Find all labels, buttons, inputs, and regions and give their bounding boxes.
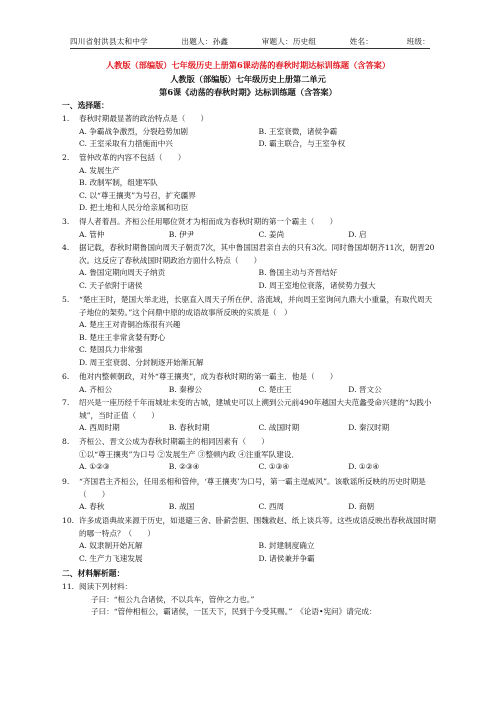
question-number: 7. bbox=[62, 398, 70, 407]
option-b: B. 改制军制，组建军队 bbox=[79, 178, 158, 188]
material-paragraph-1: 子曰：“桓公九合诸侯，不以兵车，管仲之力也。” bbox=[91, 594, 255, 604]
option-list bbox=[79, 126, 438, 151]
option-d: D. 把土地和人民分给亲属和功臣 bbox=[79, 203, 189, 213]
option-b: B. 战国 bbox=[168, 502, 195, 512]
option-a: A. 楚庄王对青铜冶炼很有兴趣 bbox=[79, 320, 181, 330]
question-number: 2. bbox=[62, 153, 70, 162]
document-subtitle-lesson: 第6课《动荡的春秋时期》达标训练题（含答案） bbox=[159, 87, 337, 97]
option-a: A. 争霸战争激烈，分裂趋势加剧 bbox=[79, 126, 189, 136]
option-c: C. 战国时期 bbox=[258, 423, 300, 433]
option-a: A. 奴隶制开始瓦解 bbox=[79, 541, 143, 551]
option-a: A. 鲁国定期向周天子纳贡 bbox=[79, 268, 166, 278]
question-stem: 齐桓公、晋文公成为春秋时期霸主的相同因素有（ ） bbox=[79, 437, 269, 446]
question-stem: 许多成语典故来源于历史，如退避三舍、卧薪尝胆、围魏救赵、纸上谈兵等。这些成语反映出春秋战国时期的哪一特点？（ ） bbox=[79, 516, 436, 538]
option-c: C. 姜尚 bbox=[258, 229, 285, 239]
question-number: 8. bbox=[62, 437, 70, 446]
option-a: A. 西周时期 bbox=[79, 423, 120, 433]
material-paragraph-2: 子曰：“管仲相桓公，霸诸侯，一匡天下，民到于今受其赐。” 《论语•宪问》请完成： bbox=[91, 607, 377, 617]
question-stem: “齐国君主齐桓公，任用丞相和管仲，‘尊王攘夷’为口号，第一霸主逞威风”。该歌谣所反映的历史时期是（ ） bbox=[79, 477, 426, 499]
option-d: D. 启 bbox=[348, 229, 367, 239]
question-number: 11. bbox=[62, 582, 75, 591]
question-2 bbox=[62, 152, 438, 215]
document-subtitle-unit: 人教版（部编版）七年级历史上册第二单元 bbox=[170, 74, 326, 84]
option-b: B. ②③④ bbox=[168, 462, 200, 472]
question-10 bbox=[62, 515, 438, 565]
question-stem: 他对内整顿朝政，对外“尊王攘夷”，成为春秋时期的第一霸主．他是（ ） bbox=[79, 372, 338, 381]
question-stem: 阅读下列材料： bbox=[79, 582, 133, 591]
option-d: D. 秦汉时期 bbox=[348, 423, 390, 433]
option-list bbox=[79, 422, 438, 435]
option-c: C. 王室采取有力措施而中兴 bbox=[79, 139, 173, 149]
header-class: 班级： bbox=[406, 37, 430, 46]
question-3 bbox=[62, 216, 438, 241]
question-6 bbox=[62, 371, 438, 396]
option-b: B. 鲁国主动与齐晋结好 bbox=[258, 268, 338, 278]
option-b: B. 王室衰微，诸侯争霸 bbox=[258, 126, 338, 136]
option-d: D. 晋文公 bbox=[348, 384, 382, 394]
question-8 bbox=[62, 436, 438, 474]
option-d: D. 诸侯兼并争霸 bbox=[258, 553, 315, 563]
option-d: D. ①②④ bbox=[348, 462, 380, 472]
question-9 bbox=[62, 476, 438, 514]
option-a: A. ①②③ bbox=[79, 462, 110, 472]
question-stem: “楚庄王时，楚国大举北进，长驱直入周天子所在伊、洛流域，并向周王室询问九鼎大小重量，有取代周天子地位的架势。”这个问鼎中原的成语故事所反映的实质是（ ） bbox=[79, 295, 433, 317]
question-number: 1. bbox=[62, 114, 70, 123]
option-list bbox=[79, 165, 438, 215]
question-stem: 得人者着昌。齐桓公任用哪位贤才为相而成为春秋时期的第一个霸主（ ） bbox=[79, 217, 338, 226]
question-1 bbox=[62, 113, 438, 151]
question-11 bbox=[62, 581, 438, 619]
option-list bbox=[79, 267, 438, 292]
option-a: A. 齐桓公 bbox=[79, 384, 113, 394]
option-c: C. ①③④ bbox=[258, 462, 290, 472]
option-b: B. 封建制度确立 bbox=[258, 541, 315, 551]
question-stem: 春秋时期最显著的政治特点是（ ） bbox=[79, 114, 209, 123]
question-stem: 绍兴是一座历经千年而城址未变的古城，建城史可以上溯到公元前490年越国大夫范蠡受命兴建的“勾践小城”，当时正值（ ） bbox=[79, 398, 432, 420]
option-d: D. 周王室衰弱、分封制逐开始渐瓦解 bbox=[79, 357, 204, 367]
header-name: 姓名： bbox=[349, 37, 374, 46]
option-a: A. 春秋 bbox=[79, 502, 105, 512]
option-b: B. 楚庄王非常贪婪有野心 bbox=[79, 332, 166, 342]
question-number: 4. bbox=[62, 243, 70, 252]
question-stem: 据记载，春秋时期鲁国向周天子朝贡7次，其中鲁国国君亲自去的只有3次。同时鲁国却朝齐11次，朝晋20次。这反应了春秋战国时期政治方面什么特点（ ） bbox=[79, 243, 435, 265]
question-5 bbox=[62, 294, 438, 370]
option-c: C. 天子依附于诸侯 bbox=[79, 280, 143, 290]
option-d: D. 周王室地位衰落，诸侯势力强大 bbox=[258, 280, 376, 290]
question-number: 5. bbox=[62, 295, 70, 304]
option-list bbox=[79, 540, 438, 565]
section-heading-material: 二、材料解析题： bbox=[62, 569, 125, 578]
header-setter: 出题人：孙鑫 bbox=[181, 37, 229, 46]
option-b: B. 春秋时期 bbox=[168, 423, 210, 433]
option-a: A. 管仲 bbox=[79, 229, 105, 239]
question-number: 10. bbox=[62, 516, 75, 525]
question-7 bbox=[62, 397, 438, 435]
option-c: C. 以“尊王攘夷”为号召，扩充疆界 bbox=[79, 190, 196, 200]
option-b: B. 伊尹 bbox=[168, 229, 195, 239]
option-list bbox=[79, 229, 438, 242]
question-stem: 管仲改革的内容不包括（ ） bbox=[79, 153, 186, 162]
option-d: D. 霸主联合，与王室争权 bbox=[258, 139, 346, 149]
header-reviewer: 审题人：历史组 bbox=[261, 37, 317, 46]
option-a: A. 发展生产 bbox=[79, 165, 120, 175]
option-c: C. 楚庄王 bbox=[258, 384, 292, 394]
page-header bbox=[70, 36, 430, 47]
question-number: 3. bbox=[62, 217, 70, 226]
header-rule bbox=[70, 48, 430, 49]
option-list bbox=[79, 501, 438, 514]
document-title: 人教版（部编版）七年级历史上册第6课动荡的春秋时期达标训练题（含答案） bbox=[105, 60, 391, 70]
question-items: ①以“尊王攘夷”为口号 ②发展生产 ③整顿内政 ④注重军队建设． bbox=[79, 449, 300, 459]
question-number: 6. bbox=[62, 372, 70, 381]
option-c: C. 楚国兵力非常强 bbox=[79, 345, 143, 355]
question-number: 9. bbox=[62, 477, 70, 486]
option-list bbox=[79, 461, 438, 474]
question-4 bbox=[62, 242, 438, 292]
option-c: C. 西周 bbox=[258, 502, 285, 512]
section-heading-choice: 一、选择题： bbox=[62, 101, 109, 110]
option-list bbox=[79, 319, 438, 369]
option-list bbox=[79, 384, 438, 397]
header-school: 四川省射洪县太和中学 bbox=[70, 37, 148, 46]
option-b: B. 秦穆公 bbox=[168, 384, 202, 394]
option-d: D. 商朝 bbox=[348, 502, 375, 512]
option-c: C. 生产力飞速发展 bbox=[79, 553, 143, 563]
